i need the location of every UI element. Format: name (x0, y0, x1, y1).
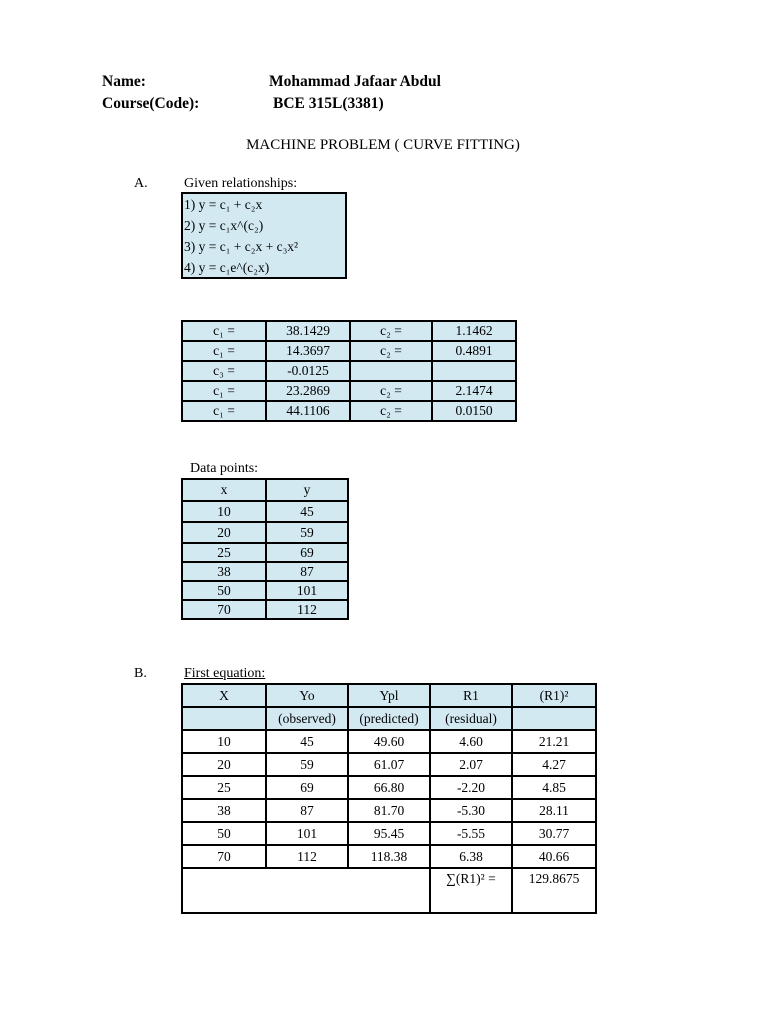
cell: 87 (266, 799, 348, 822)
cell: 45 (266, 501, 348, 522)
cell: 112 (266, 600, 348, 619)
section-a-marker: A. (134, 176, 148, 191)
cell: 10 (182, 730, 266, 753)
table-row (182, 381, 516, 401)
cell: 87 (266, 562, 348, 581)
coef-label: c₃ = (182, 361, 266, 381)
coef-value: 1.1462 (432, 321, 516, 341)
relationship-1: 1) y = c₁ + c₂x (184, 197, 263, 212)
cell: 38 (182, 562, 266, 581)
relationship-3: 3) y = c₁ + c₂x + c₃x² (184, 239, 299, 254)
column-header: x (182, 479, 266, 501)
cell: 50 (182, 581, 266, 600)
cell: 69 (266, 543, 348, 562)
coef-value: 2.1474 (432, 381, 516, 401)
coef-value (432, 361, 516, 381)
page-title: MACHINE PROBLEM ( CURVE FITTING) (246, 137, 520, 153)
coef-value: 0.4891 (432, 341, 516, 361)
cell: -5.30 (430, 799, 512, 822)
section-b-marker: B. (134, 666, 147, 681)
table-row (182, 401, 516, 421)
coef-label: c₁ = (182, 401, 266, 421)
coef-label (350, 361, 432, 381)
cell: 38 (182, 799, 266, 822)
cell: 66.80 (348, 776, 430, 799)
cell: 101 (266, 822, 348, 845)
first-equation-table (181, 683, 597, 914)
sum-empty-cell (182, 868, 430, 913)
table-row (182, 822, 596, 845)
cell: 4.27 (512, 753, 596, 776)
column-subheader: (residual) (430, 707, 512, 730)
coef-label: c₂ = (350, 321, 432, 341)
sum-row (182, 868, 596, 913)
cell: 81.70 (348, 799, 430, 822)
column-subheader (512, 707, 596, 730)
cell: 20 (182, 753, 266, 776)
sum-value: 129.8675 (512, 868, 596, 913)
coef-value: 14.3697 (266, 341, 350, 361)
cell: 2.07 (430, 753, 512, 776)
table-subheader-row (182, 707, 596, 730)
cell: 95.45 (348, 822, 430, 845)
table-row (182, 361, 516, 381)
data-points-table (181, 478, 349, 620)
coef-label: c₂ = (350, 381, 432, 401)
cell: 59 (266, 522, 348, 543)
course-value: BCE 315L(3381) (273, 95, 384, 112)
first-equation-label: First equation: (184, 666, 266, 681)
cell: 4.85 (512, 776, 596, 799)
column-subheader: (predicted) (348, 707, 430, 730)
cell: 6.38 (430, 845, 512, 868)
cell: 30.77 (512, 822, 596, 845)
coefficients-table (181, 320, 517, 422)
column-header: X (182, 684, 266, 707)
cell: 40.66 (512, 845, 596, 868)
cell: 25 (182, 776, 266, 799)
coef-value: 23.2869 (266, 381, 350, 401)
relationships-label: Given relationships: (184, 176, 298, 191)
cell: 69 (266, 776, 348, 799)
column-header: (R1)² (512, 684, 596, 707)
cell: 4.60 (430, 730, 512, 753)
cell: 101 (266, 581, 348, 600)
coef-value: 38.1429 (266, 321, 350, 341)
cell: -2.20 (430, 776, 512, 799)
cell: 20 (182, 522, 266, 543)
table-row (182, 522, 348, 543)
cell: 45 (266, 730, 348, 753)
column-header: y (266, 479, 348, 501)
data-points-label: Data points: (190, 461, 259, 476)
column-header: Ypl (348, 684, 430, 707)
relationships-box (181, 192, 347, 279)
table-row (182, 753, 596, 776)
cell: 70 (182, 600, 266, 619)
cell: 112 (266, 845, 348, 868)
name-label: Name: (102, 73, 146, 90)
table-row (182, 581, 348, 600)
coef-label: c₂ = (350, 341, 432, 361)
table-row (182, 562, 348, 581)
table-row (182, 321, 516, 341)
table-row (182, 600, 348, 619)
cell: 49.60 (348, 730, 430, 753)
column-header: Yo (266, 684, 348, 707)
coef-label: c₁ = (182, 381, 266, 401)
coef-label: c₂ = (350, 401, 432, 421)
column-subheader: (observed) (266, 707, 348, 730)
coef-value: 44.1106 (266, 401, 350, 421)
relationship-2: 2) y = c₁x^(c₂) (184, 218, 264, 233)
coef-label: c₁ = (182, 321, 266, 341)
table-row (182, 799, 596, 822)
cell: 118.38 (348, 845, 430, 868)
table-row (182, 479, 348, 501)
cell: 21.21 (512, 730, 596, 753)
column-subheader (182, 707, 266, 730)
coef-value: -0.0125 (266, 361, 350, 381)
name-value: Mohammad Jafaar Abdul (269, 73, 441, 90)
cell: 25 (182, 543, 266, 562)
relationship-4: 4) y = c₁e^(c₂x) (184, 260, 270, 275)
cell: 70 (182, 845, 266, 868)
table-header-row (182, 684, 596, 707)
column-header: R1 (430, 684, 512, 707)
coef-value: 0.0150 (432, 401, 516, 421)
table-row (182, 501, 348, 522)
course-label: Course(Code): (102, 95, 200, 112)
table-row (182, 341, 516, 361)
coef-label: c₁ = (182, 341, 266, 361)
table-row (182, 845, 596, 868)
cell: -5.55 (430, 822, 512, 845)
cell: 10 (182, 501, 266, 522)
cell: 28.11 (512, 799, 596, 822)
table-row (182, 776, 596, 799)
table-row (182, 730, 596, 753)
cell: 50 (182, 822, 266, 845)
cell: 59 (266, 753, 348, 776)
sum-label: ∑(R1)² = (430, 868, 512, 913)
table-row (182, 543, 348, 562)
cell: 61.07 (348, 753, 430, 776)
